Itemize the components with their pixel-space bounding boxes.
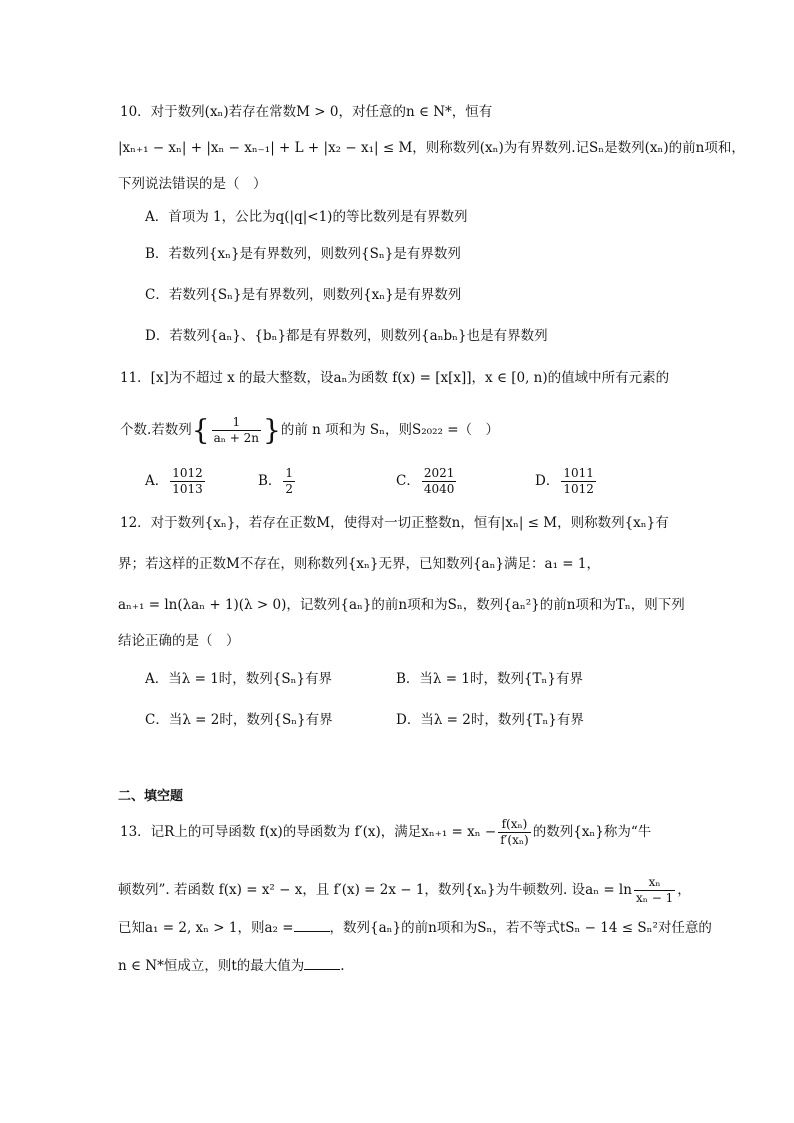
q11-option-d <box>535 462 598 500</box>
frac-den: f′(xₙ) <box>500 833 529 847</box>
q13-line1 <box>120 812 651 852</box>
q12-line3: aₙ₊₁ = ln(λaₙ + 1)(λ > 0)，记数列{aₙ}的前n项和为Sₙ，数列{aₙ²}的前n项和为Tₙ，则下列 <box>118 597 685 613</box>
option-label: B． <box>258 473 282 489</box>
q11-frac-den: aₙ + 2n <box>213 431 260 445</box>
q13-line1-pre: 13．记R上的可导函数 f(x)的导函数为 f′(x)，满足xₙ₊₁ = xₙ − <box>120 824 497 840</box>
option-label: A． <box>145 473 169 489</box>
frac-den: 1012 <box>563 482 594 496</box>
q13-newton-fraction <box>498 817 531 848</box>
q10-line3: 下列说法错误的是（ ） <box>118 176 267 192</box>
q13-line4-post: . <box>340 958 345 974</box>
q11-line2-post: 的前 n 项和为 Sₙ，则S₂₀₂₂ =（ ） <box>280 422 500 438</box>
right-brace: } <box>263 413 281 447</box>
option-label: D． <box>535 473 560 489</box>
q11-option-a <box>145 462 207 500</box>
q11-a-frac <box>170 466 205 497</box>
q13-line3-pre: 已知a₁ = 2, xₙ > 1，则a₂ = <box>118 920 294 936</box>
q10-line2: |xₙ₊₁ − xₙ| + |xₙ − xₙ₋₁| + L + |x₂ − x₁| ≤ M，则称数列(xₙ)为有界数列.记Sₙ是数列(xₙ)的前n项和， <box>118 140 745 156</box>
q11-fraction <box>212 415 261 446</box>
q13-line3 <box>118 917 712 939</box>
q11-line2 <box>120 410 499 451</box>
q12-line2: 界；若这样的正数M不存在，则称数列{xₙ}无界，已知数列{aₙ}满足：a₁ = 1， <box>118 556 600 572</box>
q12-option-b: B．当λ = 1时，数列{Tₙ}有界 <box>396 671 583 687</box>
q11-c-frac <box>422 466 457 497</box>
q10-line1: 10．对于数列(xₙ)若存在常数M > 0，对任意的n ∈ N*，恒有 <box>120 104 493 120</box>
q11-line1: 11．[x]为不超过 x 的最大整数，设aₙ为函数 f(x) = [x[x]]，x ∈ [0, n)的值域中所有元素的 <box>120 370 670 386</box>
left-brace: { <box>191 413 210 447</box>
frac-num: xₙ <box>634 875 675 891</box>
answer-blank-a2[interactable] <box>294 917 330 932</box>
q13-line2 <box>118 870 691 910</box>
q11-option-b <box>258 462 297 500</box>
q13-line4 <box>118 955 345 977</box>
frac-num: 1012 <box>172 466 203 480</box>
q12-option-d: D．当λ = 2时，数列{Tₙ}有界 <box>396 712 584 728</box>
q13-line1-post: 的数列{xₙ}称为“牛 <box>532 824 652 840</box>
q13-line2-post: ， <box>677 882 691 898</box>
q10-option-d: D．若数列{aₙ}、{bₙ}都是有界数列，则数列{aₙbₙ}也是有界数列 <box>145 328 548 344</box>
q13-line4-pre: n ∈ N*恒成立，则t的最大值为 <box>118 958 305 974</box>
option-label: C． <box>396 473 420 489</box>
q12-line1: 12．对于数列{xₙ}，若存在正数M，使得对一切正整数n，恒有|xₙ| ≤ M，则称数列{xₙ}有 <box>120 515 669 531</box>
frac-num: f(xₙ) <box>498 817 531 833</box>
q11-option-c <box>396 462 458 500</box>
frac-den: 2 <box>285 482 294 496</box>
q12-line4: 结论正确的是（ ） <box>118 633 240 649</box>
q12-option-c: C．当λ = 2时，数列{Sₙ}有界 <box>145 712 333 728</box>
q10-option-a: A．首项为 1，公比为q(|q|<1)的等比数列是有界数列 <box>145 209 468 225</box>
frac-num: 2021 <box>423 466 455 480</box>
q10-option-c: C．若数列{Sₙ}是有界数列，则数列{xₙ}是有界数列 <box>145 287 462 303</box>
q11-d-frac <box>561 466 596 497</box>
q13-line2-pre: 顿数列”. 若函数 f(x) = x² − x，且 f′(x) = 2x − 1，数列{xₙ}为牛顿数列. 设aₙ = ln <box>118 882 632 898</box>
frac-den: xₙ − 1 <box>635 891 674 905</box>
q11-frac-num: 1 <box>212 415 261 431</box>
q11-b-frac <box>283 466 295 497</box>
q13-ln-fraction <box>634 875 675 906</box>
answer-blank-t[interactable] <box>304 955 340 970</box>
q10-option-b: B．若数列{xₙ}是有界数列，则数列{Sₙ}是有界数列 <box>145 246 461 262</box>
section-heading: 二、填空题 <box>118 789 184 804</box>
frac-den: 4040 <box>423 482 455 496</box>
q11-line2-pre: 个数.若数列 <box>120 422 192 438</box>
frac-num: 1011 <box>563 466 594 480</box>
q13-line3-post: ，数列{aₙ}的前n项和为Sₙ，若不等式tSₙ − 14 ≤ Sₙ²对任意的 <box>329 920 712 936</box>
q12-option-a: A．当λ = 1时，数列{Sₙ}有界 <box>145 671 333 687</box>
frac-num: 1 <box>285 466 294 480</box>
frac-den: 1013 <box>172 482 203 496</box>
